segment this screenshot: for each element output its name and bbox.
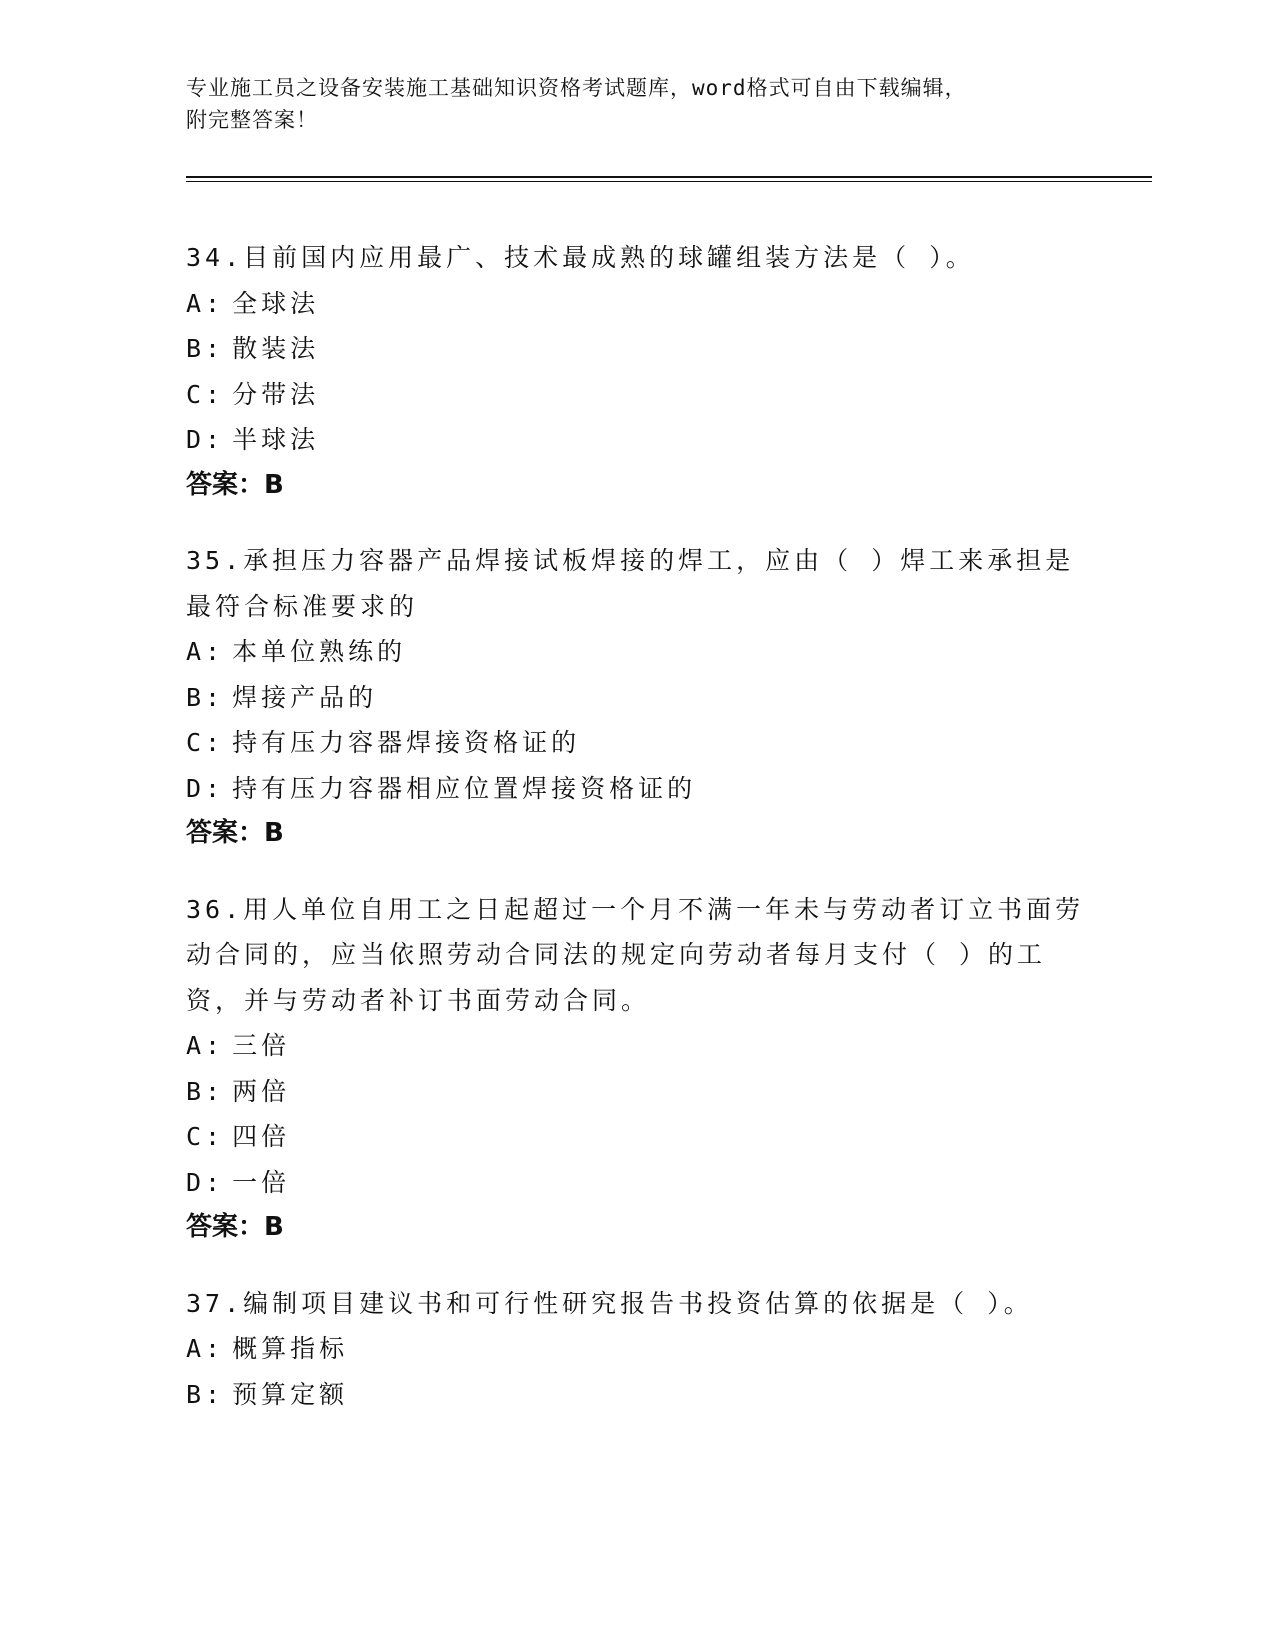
option-a xyxy=(186,1326,1086,1372)
option-c xyxy=(186,1114,1086,1160)
option-d xyxy=(186,417,1086,463)
option-text: 分带法 xyxy=(232,379,320,409)
header-line-1: 专业施工员之设备安装施工基础知识资格考试题库，word格式可自由下载编辑， xyxy=(186,76,967,100)
option-text: 持有压力容器相应位置焊接资格证的 xyxy=(232,773,697,803)
option-d xyxy=(186,766,1086,812)
question-stem: 36.用人单位自用工之日起超过一个月不满一年未与劳动者订立书面劳动合同的，应当依照劳动合同法的规定向劳动者每月支付（ ）的工资，并与劳动者补订书面劳动合同。 xyxy=(186,894,1085,1015)
document-header xyxy=(186,72,1066,136)
option-letter: A: xyxy=(186,1031,225,1060)
option-a xyxy=(186,1023,1086,1069)
option-b xyxy=(186,1069,1086,1115)
question-35 xyxy=(186,538,1086,857)
question-stem: 35.承担压力容器产品焊接试板焊接的焊工，应由（ ）焊工来承担是最符合标准要求的 xyxy=(186,546,1075,621)
question-list xyxy=(186,235,1086,1417)
option-text: 本单位熟练的 xyxy=(232,637,407,666)
option-b xyxy=(186,1372,1086,1418)
option-text: 四倍 xyxy=(232,1122,291,1151)
option-text: 一倍 xyxy=(232,1167,291,1197)
option-d xyxy=(186,1160,1086,1206)
option-letter: C: xyxy=(186,1122,225,1151)
option-text: 全球法 xyxy=(232,288,320,318)
option-text: 三倍 xyxy=(232,1031,291,1060)
option-c xyxy=(186,372,1086,418)
option-text: 焊接产品的 xyxy=(232,682,378,712)
option-b xyxy=(186,675,1086,721)
option-text: 半球法 xyxy=(232,425,320,454)
option-letter: B: xyxy=(186,682,225,712)
header-divider-thin xyxy=(186,181,1152,182)
question-stem: 37.编制项目建议书和可行性研究报告书投资估算的依据是（ ）。 xyxy=(186,1288,1033,1318)
option-letter: B: xyxy=(186,334,225,363)
option-c xyxy=(186,720,1086,766)
option-letter: C: xyxy=(186,728,225,757)
option-letter: D: xyxy=(186,425,225,454)
option-text: 概算指标 xyxy=(232,1334,349,1363)
question-stem: 34.目前国内应用最广、技术最成熟的球罐组装方法是（ ）。 xyxy=(186,243,975,272)
question-34 xyxy=(186,235,1086,508)
option-text: 持有压力容器焊接资格证的 xyxy=(232,728,581,757)
header-line-2: 附完整答案！ xyxy=(186,108,318,132)
option-letter: B: xyxy=(186,1076,225,1106)
option-text: 散装法 xyxy=(232,334,320,363)
answer-line: 答案：B xyxy=(186,818,284,848)
option-b xyxy=(186,326,1086,372)
option-letter: D: xyxy=(186,773,225,803)
option-letter: C: xyxy=(186,379,225,409)
answer-line: 答案：B xyxy=(186,1212,284,1242)
option-letter: D: xyxy=(186,1167,225,1197)
option-text: 预算定额 xyxy=(232,1379,349,1409)
header-divider-thick xyxy=(186,176,1152,178)
option-letter: B: xyxy=(186,1379,225,1409)
option-letter: A: xyxy=(186,637,225,666)
option-a xyxy=(186,281,1086,327)
option-letter: A: xyxy=(186,288,225,318)
option-text: 两倍 xyxy=(232,1076,291,1106)
answer-line: 答案：B xyxy=(186,469,284,500)
option-a xyxy=(186,629,1086,675)
option-letter: A: xyxy=(186,1334,225,1363)
question-37 xyxy=(186,1281,1086,1418)
question-36 xyxy=(186,887,1086,1251)
